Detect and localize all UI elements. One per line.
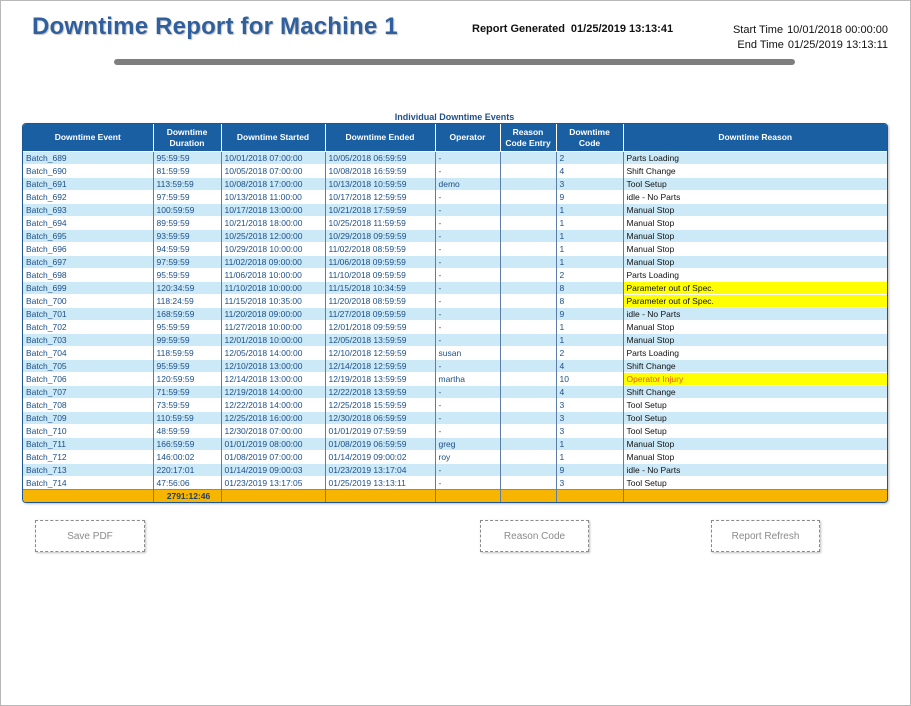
operator-cell: - [435,191,500,204]
downtime-reason-cell: Manual Stop [623,230,887,243]
downtime-started-cell: 10/21/2018 18:00:00 [221,217,325,230]
column-header-reason-entry[interactable]: Reason Code Entry [500,124,556,152]
reason-code-entry-cell[interactable] [500,360,556,373]
operator-cell: - [435,204,500,217]
total-empty-cell [435,490,500,503]
downtime-event-cell: Batch_708 [23,399,153,412]
downtime-duration-cell: 168:59:59 [153,308,221,321]
downtime-event-cell: Batch_701 [23,308,153,321]
table-row[interactable] [23,204,887,217]
downtime-reason-cell: Manual Stop [623,243,887,256]
downtime-started-cell: 12/14/2018 13:00:00 [221,373,325,386]
operator-cell: - [435,152,500,165]
downtime-started-cell: 10/13/2018 11:00:00 [221,191,325,204]
downtime-duration-cell: 118:24:59 [153,295,221,308]
downtime-ended-cell: 01/23/2019 13:17:04 [325,464,435,477]
operator-cell: demo [435,178,500,191]
downtime-ended-cell: 10/25/2018 11:59:59 [325,217,435,230]
table-row[interactable] [23,269,887,282]
downtime-duration-cell: 99:59:59 [153,334,221,347]
table-row[interactable] [23,412,887,425]
downtime-event-cell: Batch_697 [23,256,153,269]
table-row[interactable] [23,230,887,243]
downtime-started-cell: 10/01/2018 07:00:00 [221,152,325,165]
downtime-ended-cell: 01/14/2019 09:00:02 [325,451,435,464]
table-row[interactable] [23,282,887,295]
operator-cell: martha [435,373,500,386]
operator-cell: - [435,269,500,282]
operator-cell: - [435,295,500,308]
reason-code-entry-cell[interactable] [500,191,556,204]
downtime-started-cell: 11/15/2018 10:35:00 [221,295,325,308]
downtime-code-cell: 8 [556,282,623,295]
downtime-event-cell: Batch_703 [23,334,153,347]
downtime-event-cell: Batch_711 [23,438,153,451]
table-row[interactable] [23,438,887,451]
downtime-code-cell: 1 [556,321,623,334]
downtime-started-cell: 12/05/2018 14:00:00 [221,347,325,360]
operator-cell: - [435,334,500,347]
reason-code-entry-cell[interactable] [500,256,556,269]
reason-code-entry-cell[interactable] [500,451,556,464]
operator-cell: - [435,321,500,334]
downtime-reason-cell: Shift Change [623,165,887,178]
downtime-event-cell: Batch_694 [23,217,153,230]
downtime-code-cell: 2 [556,152,623,165]
table-row[interactable] [23,178,887,191]
downtime-started-cell: 12/25/2018 16:00:00 [221,412,325,425]
downtime-event-cell: Batch_702 [23,321,153,334]
column-header-code[interactable]: Downtime Code [556,124,623,152]
downtime-duration-cell: 146:00:02 [153,451,221,464]
downtime-reason-cell: Tool Setup [623,425,887,438]
operator-cell: - [435,425,500,438]
total-empty-cell [500,490,556,503]
downtime-duration-cell: 120:34:59 [153,282,221,295]
downtime-started-cell: 10/17/2018 13:00:00 [221,204,325,217]
downtime-reason-cell: Manual Stop [623,321,887,334]
reason-code-entry-cell[interactable] [500,230,556,243]
total-empty-cell [325,490,435,503]
reason-code-entry-cell[interactable] [500,152,556,165]
downtime-event-cell: Batch_710 [23,425,153,438]
reason-code-entry-cell[interactable] [500,295,556,308]
reason-code-entry-cell[interactable] [500,204,556,217]
downtime-started-cell: 11/20/2018 09:00:00 [221,308,325,321]
reason-code-entry-cell[interactable] [500,269,556,282]
downtime-event-cell: Batch_693 [23,204,153,217]
downtime-ended-cell: 12/01/2018 09:59:59 [325,321,435,334]
column-header-reason[interactable]: Downtime Reason [623,124,887,152]
downtime-ended-cell: 12/25/2018 15:59:59 [325,399,435,412]
downtime-started-cell: 11/02/2018 09:00:00 [221,256,325,269]
reason-code-entry-cell[interactable] [500,334,556,347]
downtime-ended-cell: 01/08/2019 06:59:59 [325,438,435,451]
downtime-reason-cell: Tool Setup [623,477,887,490]
downtime-duration-cell: 95:59:59 [153,360,221,373]
downtime-code-cell: 8 [556,295,623,308]
downtime-reason-cell: Tool Setup [623,178,887,191]
downtime-duration-cell: 73:59:59 [153,399,221,412]
operator-cell: - [435,308,500,321]
downtime-duration-cell: 110:59:59 [153,412,221,425]
operator-cell: susan [435,347,500,360]
downtime-reason-cell: Parts Loading [623,269,887,282]
downtime-event-cell: Batch_696 [23,243,153,256]
downtime-reason-cell: Manual Stop [623,438,887,451]
total-label-cell [23,490,153,503]
table-row[interactable] [23,308,887,321]
downtime-duration-cell: 89:59:59 [153,217,221,230]
reason-code-entry-cell[interactable] [500,321,556,334]
page-title: Downtime Report for Machine 1 [32,13,398,40]
reason-code-entry-cell[interactable] [500,282,556,295]
downtime-ended-cell: 12/30/2018 06:59:59 [325,412,435,425]
column-header-ended[interactable]: Downtime Ended [325,124,435,152]
downtime-code-cell: 3 [556,477,623,490]
downtime-duration-cell: 100:59:59 [153,204,221,217]
operator-cell: - [435,386,500,399]
downtime-code-cell: 3 [556,412,623,425]
table-row[interactable] [23,256,887,269]
downtime-started-cell: 12/10/2018 13:00:00 [221,360,325,373]
table-caption: Individual Downtime Events [394,112,515,122]
downtime-event-cell: Batch_692 [23,191,153,204]
reason-code-entry-cell[interactable] [500,477,556,490]
downtime-code-cell: 4 [556,386,623,399]
reason-code-entry-cell[interactable] [500,425,556,438]
table-row[interactable] [23,451,887,464]
downtime-ended-cell: 11/06/2018 09:59:59 [325,256,435,269]
downtime-started-cell: 12/30/2018 07:00:00 [221,425,325,438]
downtime-duration-cell: 95:59:59 [153,321,221,334]
downtime-started-cell: 01/01/2019 08:00:00 [221,438,325,451]
table-row[interactable] [23,243,887,256]
downtime-event-cell: Batch_691 [23,178,153,191]
operator-cell: - [435,412,500,425]
downtime-ended-cell: 11/20/2018 08:59:59 [325,295,435,308]
downtime-ended-cell: 11/27/2018 09:59:59 [325,308,435,321]
downtime-started-cell: 11/10/2018 10:00:00 [221,282,325,295]
downtime-reason-cell: Manual Stop [623,256,887,269]
downtime-started-cell: 10/29/2018 10:00:00 [221,243,325,256]
operator-cell: roy [435,451,500,464]
reason-code-entry-cell[interactable] [500,347,556,360]
downtime-event-cell: Batch_695 [23,230,153,243]
column-header-operator[interactable]: Operator [435,124,500,152]
downtime-event-cell: Batch_709 [23,412,153,425]
downtime-reason-cell: Parts Loading [623,347,887,360]
table-row[interactable] [23,295,887,308]
downtime-code-cell: 2 [556,269,623,282]
operator-cell: - [435,256,500,269]
reason-code-entry-cell[interactable] [500,165,556,178]
downtime-started-cell: 10/25/2018 12:00:00 [221,230,325,243]
downtime-code-cell: 1 [556,230,623,243]
table-row[interactable] [23,360,887,373]
downtime-started-cell: 01/08/2019 07:00:00 [221,451,325,464]
downtime-ended-cell: 12/10/2018 12:59:59 [325,347,435,360]
downtime-duration-cell: 93:59:59 [153,230,221,243]
downtime-reason-cell: Manual Stop [623,451,887,464]
downtime-started-cell: 11/06/2018 10:00:00 [221,269,325,282]
column-header-event[interactable]: Downtime Event [23,124,153,152]
operator-cell: - [435,282,500,295]
reason-code-entry-cell[interactable] [500,399,556,412]
reason-code-entry-cell[interactable] [500,373,556,386]
downtime-code-cell: 10 [556,373,623,386]
table-row[interactable] [23,386,887,399]
downtime-event-cell: Batch_707 [23,386,153,399]
downtime-reason-cell: Operator Injury [623,373,887,386]
header-divider [114,59,795,65]
total-empty-cell [556,490,623,503]
table-row[interactable] [23,425,887,438]
reason-code-button[interactable]: Reason Code [480,520,589,552]
downtime-code-cell: 1 [556,334,623,347]
downtime-event-cell: Batch_714 [23,477,153,490]
downtime-code-cell: 1 [556,204,623,217]
downtime-ended-cell: 11/15/2018 10:34:59 [325,282,435,295]
downtime-event-cell: Batch_704 [23,347,153,360]
table-row[interactable] [23,191,887,204]
downtime-duration-cell: 220:17:01 [153,464,221,477]
downtime-started-cell: 01/14/2019 09:00:03 [221,464,325,477]
downtime-duration-cell: 120:59:59 [153,373,221,386]
downtime-ended-cell: 10/17/2018 12:59:59 [325,191,435,204]
start-time-label: Start Time [732,24,784,36]
downtime-duration-cell: 118:59:59 [153,347,221,360]
table-row[interactable] [23,321,887,334]
downtime-started-cell: 12/01/2018 10:00:00 [221,334,325,347]
reason-code-entry-cell[interactable] [500,178,556,191]
start-time-value: 10/01/2018 00:00:00 [787,24,888,36]
operator-cell: - [435,217,500,230]
downtime-reason-cell: Shift Change [623,386,887,399]
downtime-duration-cell: 48:59:59 [153,425,221,438]
end-time-label: End Time [737,39,784,51]
downtime-code-cell: 1 [556,451,623,464]
downtime-duration-cell: 71:59:59 [153,386,221,399]
downtime-duration-cell: 97:59:59 [153,256,221,269]
downtime-duration-cell: 113:59:59 [153,178,221,191]
total-empty-cell [623,490,887,503]
downtime-code-cell: 4 [556,360,623,373]
reason-code-entry-cell[interactable] [500,438,556,451]
downtime-started-cell: 11/27/2018 10:00:00 [221,321,325,334]
downtime-code-cell: 3 [556,178,623,191]
downtime-reason-cell: Tool Setup [623,399,887,412]
downtime-ended-cell: 12/19/2018 13:59:59 [325,373,435,386]
downtime-ended-cell: 01/01/2019 07:59:59 [325,425,435,438]
downtime-event-cell: Batch_689 [23,152,153,165]
downtime-reason-cell: Parameter out of Spec. [623,295,887,308]
table-row[interactable] [23,399,887,412]
save-pdf-button[interactable]: Save PDF [35,520,145,552]
report-refresh-button[interactable]: Report Refresh [711,520,820,552]
downtime-event-cell: Batch_712 [23,451,153,464]
downtime-event-cell: Batch_706 [23,373,153,386]
reason-code-entry-cell[interactable] [500,308,556,321]
report-generated-label: Report Generated [472,23,565,35]
downtime-reason-cell: Parameter out of Spec. [623,282,887,295]
table-row[interactable] [23,152,887,165]
column-header-started[interactable]: Downtime Started [221,124,325,152]
downtime-reason-cell: Manual Stop [623,204,887,217]
reason-code-entry-cell[interactable] [500,464,556,477]
downtime-reason-cell: Manual Stop [623,217,887,230]
end-time [733,38,888,53]
downtime-ended-cell: 11/02/2018 08:59:59 [325,243,435,256]
downtime-code-cell: 3 [556,399,623,412]
operator-cell: - [435,477,500,490]
downtime-started-cell: 12/19/2018 14:00:00 [221,386,325,399]
time-range [733,23,888,53]
end-time-value: 01/25/2019 13:13:11 [787,39,888,51]
downtime-duration-cell: 166:59:59 [153,438,221,451]
start-time [733,23,888,38]
total-duration: 2791:12:46 [153,490,221,503]
table-row[interactable] [23,464,887,477]
downtime-ended-cell: 10/05/2018 06:59:59 [325,152,435,165]
table-row[interactable] [23,334,887,347]
table-row[interactable] [23,165,887,178]
downtime-code-cell: 9 [556,464,623,477]
downtime-event-cell: Batch_698 [23,269,153,282]
downtime-code-cell: 9 [556,308,623,321]
downtime-code-cell: 1 [556,217,623,230]
downtime-duration-cell: 81:59:59 [153,165,221,178]
operator-cell: - [435,399,500,412]
downtime-ended-cell: 12/05/2018 13:59:59 [325,334,435,347]
downtime-started-cell: 10/05/2018 07:00:00 [221,165,325,178]
table-row[interactable] [23,373,887,386]
downtime-duration-cell: 97:59:59 [153,191,221,204]
downtime-code-cell: 3 [556,425,623,438]
downtime-duration-cell: 47:56:06 [153,477,221,490]
downtime-code-cell: 1 [556,256,623,269]
downtime-ended-cell: 12/14/2018 12:59:59 [325,360,435,373]
column-header-duration[interactable]: Downtime Duration [153,124,221,152]
downtime-ended-cell: 10/29/2018 09:59:59 [325,230,435,243]
report-generated [472,23,673,35]
table-header-row [23,124,887,152]
downtime-ended-cell: 11/10/2018 09:59:59 [325,269,435,282]
downtime-reason-cell: Tool Setup [623,412,887,425]
downtime-code-cell: 9 [556,191,623,204]
downtime-reason-cell: idle - No Parts [623,464,887,477]
downtime-duration-cell: 95:59:59 [153,152,221,165]
operator-cell: - [435,360,500,373]
downtime-event-cell: Batch_713 [23,464,153,477]
downtime-reason-cell: idle - No Parts [623,191,887,204]
downtime-event-cell: Batch_699 [23,282,153,295]
operator-cell: - [435,165,500,178]
downtime-started-cell: 01/23/2019 13:17:05 [221,477,325,490]
downtime-code-cell: 1 [556,243,623,256]
operator-cell: - [435,464,500,477]
downtime-reason-cell: Parts Loading [623,152,887,165]
operator-cell: greg [435,438,500,451]
reason-code-entry-cell[interactable] [500,217,556,230]
downtime-event-cell: Batch_705 [23,360,153,373]
downtime-table [22,123,888,503]
reason-code-entry-cell[interactable] [500,386,556,399]
downtime-code-cell: 2 [556,347,623,360]
operator-cell: - [435,243,500,256]
downtime-started-cell: 10/08/2018 17:00:00 [221,178,325,191]
downtime-duration-cell: 95:59:59 [153,269,221,282]
downtime-ended-cell: 01/25/2019 13:13:11 [325,477,435,490]
operator-cell: - [435,230,500,243]
reason-code-entry-cell[interactable] [500,412,556,425]
total-row [23,490,887,503]
reason-code-entry-cell[interactable] [500,243,556,256]
downtime-code-cell: 1 [556,438,623,451]
downtime-event-cell: Batch_690 [23,165,153,178]
downtime-reason-cell: idle - No Parts [623,308,887,321]
downtime-ended-cell: 12/22/2018 13:59:59 [325,386,435,399]
downtime-ended-cell: 10/21/2018 17:59:59 [325,204,435,217]
downtime-code-cell: 4 [556,165,623,178]
downtime-reason-cell: Manual Stop [623,334,887,347]
report-generated-value: 01/25/2019 13:13:41 [570,23,674,35]
downtime-ended-cell: 10/08/2018 16:59:59 [325,165,435,178]
downtime-duration-cell: 94:59:59 [153,243,221,256]
table-row[interactable] [23,347,887,360]
downtime-reason-cell: Shift Change [623,360,887,373]
table-row[interactable] [23,477,887,490]
table-row[interactable] [23,217,887,230]
downtime-event-cell: Batch_700 [23,295,153,308]
downtime-started-cell: 12/22/2018 14:00:00 [221,399,325,412]
total-empty-cell [221,490,325,503]
downtime-ended-cell: 10/13/2018 10:59:59 [325,178,435,191]
